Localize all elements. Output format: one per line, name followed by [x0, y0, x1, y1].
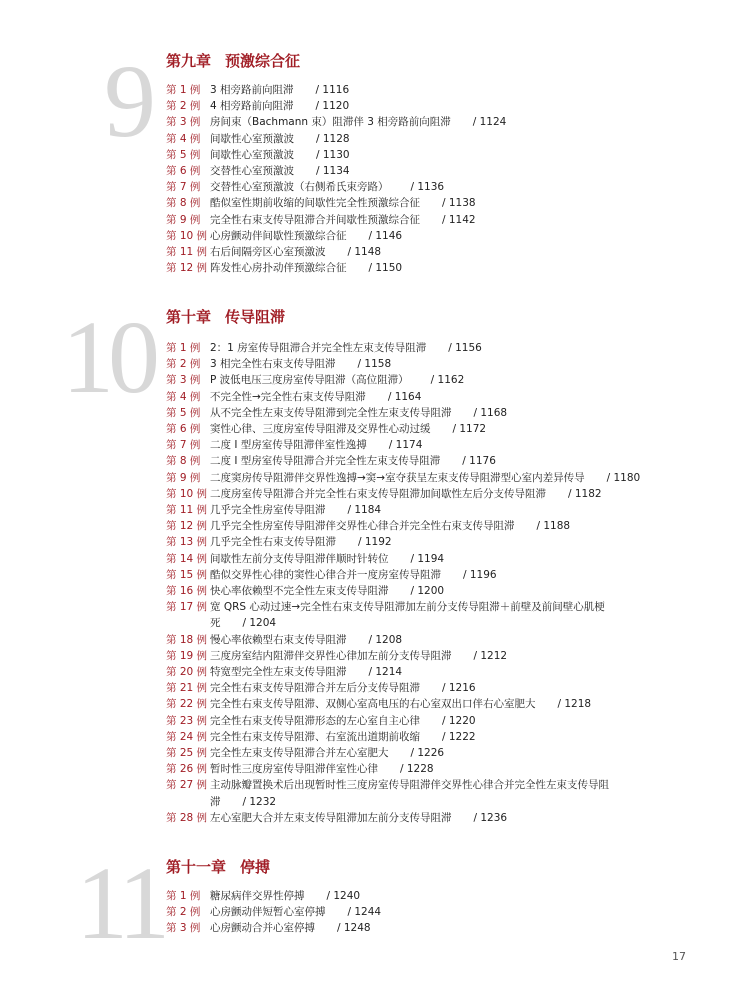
case-title: 窦性心律、三度房室传导阻滞及交界性心动过缓 [210, 423, 431, 436]
case-label: 第 18 例 [166, 633, 208, 646]
case-page: / 1184 [347, 504, 382, 517]
chapter-label: 第十章 [166, 308, 212, 326]
case-title: 宽 QRS 心动过速→完全性右束支传导阻滞加左前分支传导阻滞＋前壁及前间壁心肌梗死 [210, 601, 605, 630]
toc-entry[interactable] [166, 82, 506, 98]
case-page: / 1142 [442, 213, 476, 226]
case-text [166, 372, 640, 388]
case-title: 阵发性心房扑动伴预激综合征 [210, 262, 347, 275]
case-title: 间歇性心室预激波 [210, 132, 294, 145]
case-title: 主动脉瓣置换术后出现暂时性三度房室传导阻滞伴交界性心律合并完全性左束支传导阻滞 [210, 779, 609, 808]
case-label: 第 25 例 [166, 747, 208, 760]
toc-entry[interactable] [166, 713, 640, 729]
toc-entry[interactable] [166, 228, 506, 244]
toc-entry[interactable] [166, 664, 640, 680]
case-label: 第 2 例 [166, 906, 201, 919]
case-text [166, 114, 506, 130]
case-title: 2：1 房室传导阻滞合并完全性左束支传导阻滞 [210, 342, 427, 354]
case-title: 二度房室传导阻滞合并完全性右束支传导阻滞加间歇性左后分支传导阻滞 [210, 487, 546, 500]
case-label: 第 5 例 [166, 406, 201, 419]
case-title: 间歇性心室预激波 [210, 148, 294, 161]
toc-entry[interactable] [166, 486, 640, 502]
case-page: / 1220 [442, 714, 476, 727]
case-label: 第 6 例 [166, 423, 201, 436]
case-text [166, 729, 640, 745]
case-page: / 1138 [442, 197, 476, 210]
chapter-title [166, 50, 300, 71]
case-label: 第 12 例 [166, 262, 208, 275]
case-text [166, 195, 506, 211]
case-text [166, 551, 640, 567]
toc-entry[interactable] [166, 904, 381, 920]
case-text [166, 713, 640, 729]
toc-entry[interactable] [166, 534, 640, 550]
toc-entry[interactable] [166, 340, 640, 356]
case-title: 二度 Ⅰ 型房室传导阻滞伴室性逸搏 [210, 439, 367, 452]
case-page: / 1116 [315, 84, 350, 96]
case-title: 完全性左束支传导阻滞合并左心室肥大 [210, 747, 389, 760]
case-text [166, 632, 640, 648]
case-text [166, 810, 640, 826]
case-label: 第 16 例 [166, 585, 208, 598]
case-title: 二度 Ⅰ 型房室传导阻滞合并完全性左束支传导阻滞 [210, 455, 441, 468]
case-page: / 1164 [387, 390, 422, 403]
case-title: 几乎完全性右束支传导阻滞 [210, 536, 336, 549]
toc-entry[interactable] [166, 696, 640, 712]
chapter-label: 第九章 [166, 52, 212, 70]
case-page: / 1218 [557, 698, 592, 711]
case-title: 几乎完全性房室传导阻滞伴交界性心律合并完全性右束支传导阻滞 [210, 520, 515, 533]
toc-entry[interactable] [166, 244, 506, 260]
chapter-name: 传导阻滞 [225, 308, 286, 326]
case-page: / 1134 [316, 165, 350, 178]
case-text [166, 389, 640, 405]
case-page: / 1192 [358, 536, 392, 549]
case-title: 二度窦房传导阻滞伴交界性逸搏→窦→室夺获呈左束支传导阻滞型心室内差异传导 [210, 471, 585, 484]
case-page: / 1232 [242, 795, 277, 808]
case-title: 慢心率依赖型右束支传导阻滞 [210, 633, 347, 646]
case-page: / 1226 [410, 747, 445, 760]
case-title: 心房颤动伴短暂心室停搏 [210, 906, 326, 919]
case-title: 3 相旁路前向阻滞 [210, 84, 294, 96]
chapter-name: 预激综合征 [225, 52, 301, 70]
case-text [166, 502, 640, 518]
case-label: 第 8 例 [166, 197, 201, 210]
case-label: 第 9 例 [166, 213, 201, 226]
case-text [166, 599, 630, 631]
chapter-entries [166, 888, 381, 937]
case-text [166, 340, 640, 356]
toc-entry[interactable] [166, 356, 640, 372]
case-text [166, 131, 506, 147]
case-label: 第 21 例 [166, 682, 208, 695]
case-page: / 1248 [337, 922, 371, 935]
case-page: / 1150 [368, 262, 403, 275]
toc-entry[interactable] [166, 131, 506, 147]
case-title: 左心室肥大合并左束支传导阻滞加左前分支传导阻滞 [210, 811, 452, 824]
case-title: 完全性右束支传导阻滞、右室流出道期前收缩 [210, 730, 420, 743]
toc-entry[interactable] [166, 632, 640, 648]
case-label: 第 27 例 [166, 779, 208, 792]
case-text [166, 534, 640, 550]
case-title: 房间束（Bachmann 束）阻滞伴 3 相旁路前向阻滞 [210, 116, 451, 129]
case-text [166, 664, 640, 680]
toc-entry[interactable] [166, 98, 506, 114]
page-number: 17 [672, 950, 686, 963]
case-title: 完全性右束支传导阻滞形态的左心室自主心律 [210, 714, 420, 727]
toc-entry[interactable] [166, 163, 506, 179]
case-page: / 1172 [452, 423, 487, 436]
case-page: / 1148 [347, 246, 382, 259]
case-label: 第 15 例 [166, 568, 208, 581]
chapter-big-number: 10 [62, 300, 154, 415]
case-label: 第 1 例 [166, 890, 201, 902]
case-title: 完全性右束支传导阻滞合并间歇性预激综合征 [210, 213, 420, 226]
case-title: 几乎完全性房室传导阻滞 [210, 504, 326, 517]
case-text [166, 745, 640, 761]
case-label: 第 5 例 [166, 148, 201, 161]
case-text [166, 179, 506, 195]
case-title: 完全性右束支传导阻滞、双侧心室高电压的右心室双出口伴右心室肥大 [210, 698, 536, 711]
case-title: 交替性心室预激波（右侧希氏束旁路） [210, 181, 389, 194]
case-title: 酷似室性期前收缩的间歇性完全性预激综合征 [210, 197, 420, 210]
case-text [166, 82, 506, 98]
case-label: 第 1 例 [166, 342, 201, 354]
case-label: 第 6 例 [166, 165, 201, 178]
case-text [166, 244, 506, 260]
case-text [166, 212, 506, 228]
case-text [166, 228, 506, 244]
case-text [166, 163, 506, 179]
case-page: / 1228 [400, 763, 434, 776]
toc-entry[interactable] [166, 680, 640, 696]
case-label: 第 3 例 [166, 374, 201, 387]
toc-entry[interactable] [166, 114, 506, 130]
case-text [166, 680, 640, 696]
case-title: 完全性右束支传导阻滞合并左后分支传导阻滞 [210, 682, 420, 695]
case-page: / 1176 [462, 455, 496, 468]
case-page: / 1130 [316, 148, 350, 161]
case-title: 4 相旁路前向阻滞 [210, 100, 294, 113]
case-text [166, 696, 640, 712]
case-page: / 1180 [606, 471, 641, 484]
case-label: 第 23 例 [166, 714, 208, 727]
toc-entry[interactable] [166, 470, 640, 486]
case-page: / 1188 [536, 520, 571, 533]
chapter-big-number: 11 [76, 846, 165, 961]
case-text [166, 437, 640, 453]
case-label: 第 8 例 [166, 455, 201, 468]
case-label: 第 11 例 [166, 246, 208, 259]
case-page: / 1182 [568, 487, 602, 500]
toc-entry[interactable] [166, 147, 506, 163]
case-text [166, 648, 640, 664]
toc-entry[interactable] [166, 920, 381, 936]
toc-entry[interactable] [166, 777, 640, 809]
toc-entry[interactable] [166, 372, 640, 388]
case-text [166, 518, 640, 534]
case-page: / 1136 [410, 181, 445, 194]
case-label: 第 19 例 [166, 649, 208, 662]
chapter-entries [166, 82, 506, 276]
case-label: 第 17 例 [166, 601, 208, 614]
case-label: 第 28 例 [166, 811, 208, 824]
chapter-name: 停搏 [240, 858, 271, 876]
case-label: 第 10 例 [166, 487, 208, 500]
case-label: 第 22 例 [166, 698, 208, 711]
case-label: 第 1 例 [166, 84, 201, 96]
case-page: / 1146 [368, 229, 403, 242]
case-page: / 1120 [315, 100, 350, 113]
toc-entry[interactable] [166, 421, 640, 437]
case-label: 第 7 例 [166, 439, 201, 452]
toc-entry[interactable] [166, 888, 381, 904]
case-text [166, 777, 630, 809]
chapter-label: 第十一章 [166, 858, 227, 876]
toc-entry[interactable] [166, 599, 640, 631]
case-label: 第 11 例 [166, 504, 208, 517]
case-page: / 1168 [473, 406, 508, 419]
case-title: 心房颤动合并心室停搏 [210, 922, 315, 935]
case-page: / 1158 [357, 358, 392, 371]
case-title: 暂时性三度房室传导阻滞伴室性心律 [210, 763, 378, 776]
case-page: / 1204 [242, 617, 277, 630]
case-label: 第 2 例 [166, 100, 201, 113]
case-label: 第 3 例 [166, 922, 201, 935]
case-page: / 1196 [463, 568, 497, 581]
toc-entry[interactable] [166, 551, 640, 567]
case-label: 第 24 例 [166, 730, 208, 743]
case-title: 糖尿病伴交界性停搏 [210, 890, 305, 902]
case-label: 第 4 例 [166, 390, 201, 403]
case-label: 第 13 例 [166, 536, 208, 549]
case-title: 不完全性→完全性右束支传导阻滞 [210, 390, 366, 403]
toc-entry[interactable] [166, 648, 640, 664]
case-label: 第 10 例 [166, 229, 208, 242]
case-text [166, 98, 506, 114]
case-page: / 1214 [368, 666, 403, 679]
case-label: 第 26 例 [166, 763, 208, 776]
case-title: 间歇性左前分支传导阻滞伴顺时针转位 [210, 552, 389, 565]
toc-entry[interactable] [166, 761, 640, 777]
case-page: / 1216 [442, 682, 476, 695]
toc-entry[interactable] [166, 260, 506, 276]
case-title: 特宽型完全性左束支传导阻滞 [210, 666, 347, 679]
toc-entry[interactable] [166, 518, 640, 534]
case-label: 第 14 例 [166, 552, 208, 565]
case-text [166, 453, 640, 469]
case-label: 第 9 例 [166, 471, 201, 484]
chapter-title [166, 306, 285, 327]
toc-entry[interactable] [166, 567, 640, 583]
case-title: 三度房室结内阻滞伴交界性心律加左前分支传导阻滞 [210, 649, 452, 662]
case-label: 第 7 例 [166, 181, 201, 194]
case-page: / 1222 [442, 730, 476, 743]
case-page: / 1200 [410, 585, 445, 598]
toc-entry[interactable] [166, 389, 640, 405]
chapter-big-number: 9 [104, 44, 150, 159]
toc-entry[interactable] [166, 729, 640, 745]
case-page: / 1124 [472, 116, 507, 129]
case-page: / 1244 [347, 906, 382, 919]
case-text [166, 147, 506, 163]
case-text [166, 761, 640, 777]
case-label: 第 4 例 [166, 132, 201, 145]
chapter-title [166, 856, 270, 877]
case-label: 第 20 例 [166, 666, 208, 679]
toc-entry[interactable] [166, 405, 640, 421]
case-text [166, 405, 640, 421]
case-title: 酷似交界性心律的窦性心律合并一度房室传导阻滞 [210, 568, 441, 581]
case-text [166, 470, 640, 486]
toc-entry[interactable] [166, 437, 640, 453]
case-title: 交替性心室预激波 [210, 165, 294, 178]
case-page: / 1162 [430, 374, 465, 387]
toc-entry[interactable] [166, 745, 640, 761]
toc-entry[interactable] [166, 502, 640, 518]
case-label: 第 3 例 [166, 116, 201, 129]
case-text [166, 486, 640, 502]
case-text [166, 567, 640, 583]
case-page: / 1174 [388, 439, 423, 452]
case-title: 快心率依赖型不完全性左束支传导阻滞 [210, 585, 389, 598]
case-text [166, 260, 506, 276]
case-title: 右后间隔旁区心室预激波 [210, 246, 326, 259]
toc-entry[interactable] [166, 583, 640, 599]
toc-entry[interactable] [166, 179, 506, 195]
toc-entry[interactable] [166, 195, 506, 211]
case-title: 心房颤动伴间歇性预激综合征 [210, 229, 347, 242]
chapter-entries [166, 340, 640, 826]
case-text [166, 583, 640, 599]
case-page: / 1240 [326, 890, 361, 902]
toc-entry[interactable] [166, 453, 640, 469]
case-page: / 1194 [410, 552, 445, 565]
case-text [166, 356, 640, 372]
toc-entry[interactable] [166, 810, 640, 826]
case-label: 第 12 例 [166, 520, 208, 533]
case-page: / 1156 [448, 342, 482, 354]
case-page: / 1212 [473, 649, 508, 662]
case-title: P 波低电压三度房室传导阻滞（高位阻滞） [210, 374, 409, 387]
case-label: 第 2 例 [166, 358, 201, 371]
case-page: / 1128 [316, 132, 350, 145]
case-page: / 1236 [473, 811, 508, 824]
case-title: 从不完全性左束支传导阻滞到完全性左束支传导阻滞 [210, 406, 452, 419]
case-page: / 1208 [368, 633, 403, 646]
case-text [166, 421, 640, 437]
toc-entry[interactable] [166, 212, 506, 228]
case-title: 3 相完全性右束支传导阻滞 [210, 358, 336, 371]
